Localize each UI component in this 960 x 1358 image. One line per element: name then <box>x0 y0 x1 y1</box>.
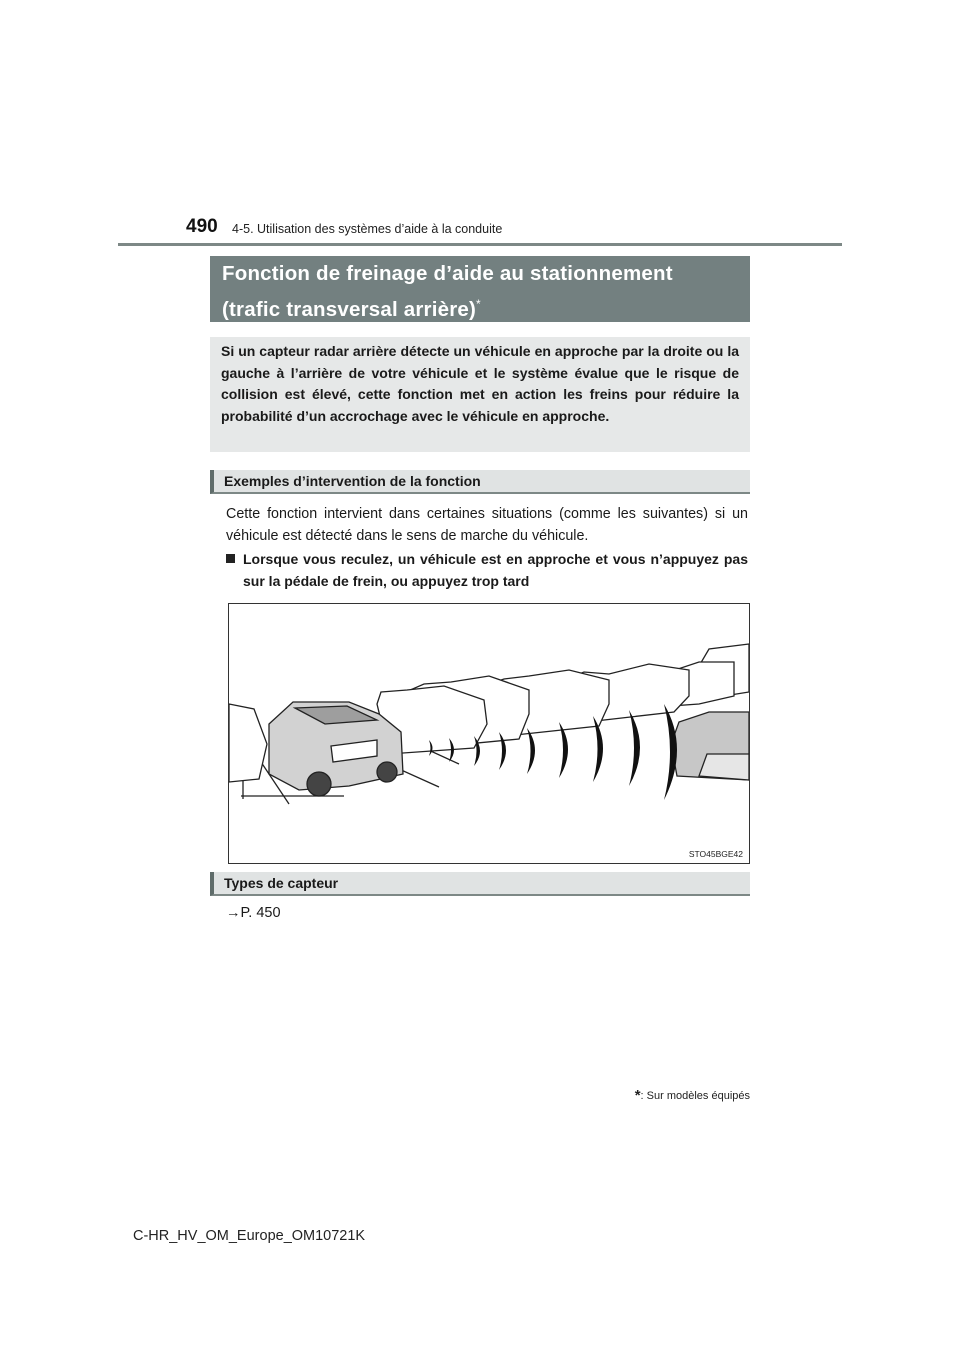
section-title <box>210 256 750 322</box>
footnote-text: : Sur modèles équipés <box>640 1090 750 1102</box>
bullet-square-icon <box>226 554 235 563</box>
asterisk-icon: * <box>634 1087 641 1104</box>
title-line-2-text: (trafic transversal arrière) <box>222 297 477 321</box>
bullet-item <box>226 548 748 592</box>
chapter-title: 4-5. Utilisation des systèmes d’aide à la conduite <box>232 222 503 236</box>
examples-body-text: Cette fonction intervient dans certaines situations (comme les suivantes) si un véhicule est détecté dans le sens de marche du véhicule. <box>226 506 748 544</box>
title-line-1: Fonction de freinage d’aide au stationnement <box>222 262 673 285</box>
figure-code: STO45BGE42 <box>688 849 743 859</box>
page-number: 490 <box>186 216 218 237</box>
document-id: C-HR_HV_OM_Europe_OM10721K <box>133 1228 366 1244</box>
page-reference-link[interactable]: →P. 450 <box>226 905 281 921</box>
footnote <box>600 1087 750 1104</box>
section-heading-examples: Exemples d’intervention de la fonction <box>210 470 750 494</box>
section-heading-sensor-types: Types de capteur <box>210 872 750 896</box>
header-divider <box>118 243 842 246</box>
title-line-2 <box>222 289 738 325</box>
illustration-rear-cross-traffic <box>228 603 750 864</box>
title-asterisk: * <box>476 297 481 311</box>
bullet-text: Lorsque vous reculez, un véhicule est en approche et vous n’appuyez pas sur la pédale de frein, ou appuyez trop tard <box>243 551 748 589</box>
parking-scene-illustration <box>229 604 749 863</box>
intro-box: Si un capteur radar arrière détecte un véhicule en approche par la droite ou la gauche à l’arrière de votre véhicule et le système évalue que le risque de collision est élevé, cette fonction met en action les freins pour réduire la probabilité d’un accrochage avec le véhicule en approche. <box>210 337 750 452</box>
